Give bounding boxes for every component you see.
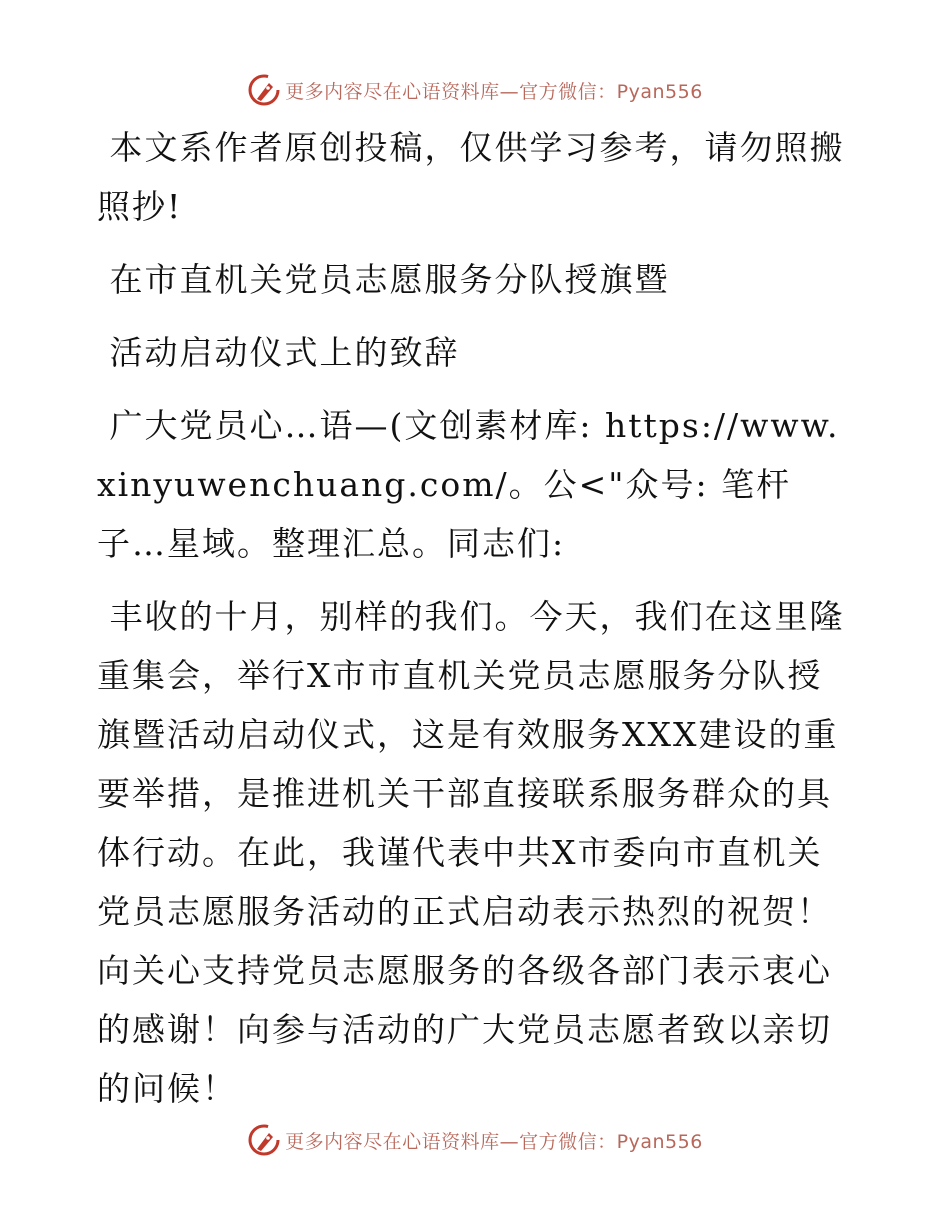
header-banner-text: 更多内容尽在心语资料库—官方微信：Pyan556 [285,80,703,103]
copyright-notice: 本文系作者原创投稿，仅供学习参考，请勿照搬照抄! [97,128,845,226]
header-banner [0,70,950,110]
body-paragraph: 丰收的十月，别样的我们。今天，我们在这里隆重集会，举行X市市直机关党员志愿服务分队授旗暨活动启动仪式，这是有效服务XXX建设的重要举措，是推进机关干部直接联系服务群众的具体行动。在此，我谨代表中共X市委向市直机关党员志愿服务活动的正式启动表示热烈的祝贺！向关心支持党员志愿服务的各级各部门表示衷心的感谢！向参与活动的广大党员志愿者致以亲切的问候！ [97,597,845,1108]
pen-nib-logo-icon [247,1123,281,1157]
document-body [97,118,857,1118]
footer-banner [0,1120,950,1160]
title-line-2: 活动启动仪式上的致辞 [97,333,460,372]
footer-banner-text: 更多内容尽在心语资料库—官方微信：Pyan556 [285,1130,703,1153]
source-line: 广大党员心…语—(文创素材库: https://www.xinyuwenchuang.com/。公<"众号: 笔杆子…星域。整理汇总。同志们: [97,406,840,563]
title-line-1: 在市直机关党员志愿服务分队授旗暨 [97,260,670,299]
pen-nib-logo-icon [247,73,281,107]
